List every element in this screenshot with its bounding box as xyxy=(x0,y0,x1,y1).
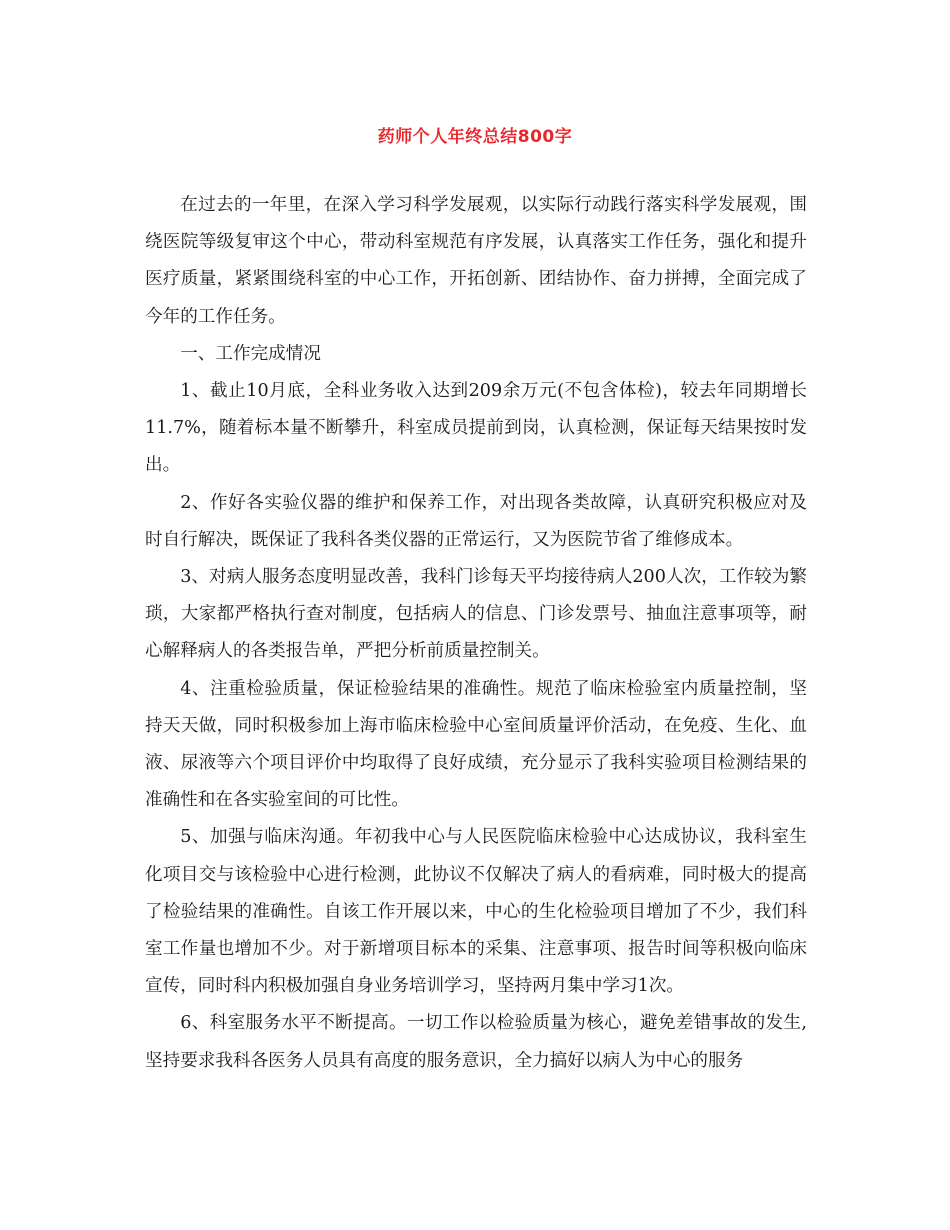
paragraph-item-1: 1、截止10月底，全科业务收入达到209余万元(不包含体检)，较去年同期增长11.7%，随着标本量不断攀升，科室成员提前到岗，认真检测，保证每天结果按时发出。 xyxy=(145,381,807,476)
paragraph-item-6: 6、科室服务水平不断提高。一切工作以检验质量为核心，避免差错事故的发生,坚持要求我科各医务人员具有高度的服务意识，全力搞好以病人为中心的服务 xyxy=(145,1013,807,1071)
paragraph-item-2: 2、作好各实验仪器的维护和保养工作，对出现各类故障，认真研究积极应对及时自行解决，既保证了我科各类仪器的正常运行，又为医院节省了维修成本。 xyxy=(145,492,807,550)
document-body xyxy=(145,187,807,1080)
paragraph-item-5: 5、加强与临床沟通。年初我中心与人民医院临床检验中心达成协议，我科室生化项目交与该检验中心进行检测，此协议不仅解决了病人的看病难，同时极大的提高了检验结果的准确性。自该工作开展以来，中心的生化检验项目增加了不少，我们科室工作量也增加不少。对于新增项目标本的采集、注意事项、报告时间等积极向临床宣传，同时科内积极加强自身业务培训学习，坚持两月集中学习1次。 xyxy=(145,827,807,997)
paragraph-item-3: 3、对病人服务态度明显改善，我科门诊每天平均接待病人200人次，工作较为繁琐，大家都严格执行查对制度，包括病人的信息、门诊发票号、抽血注意事项等，耐心解释病人的各类报告单，严把分析前质量控制关。 xyxy=(145,567,807,662)
paragraph-item-4: 4、注重检验质量，保证检验结果的准确性。规范了临床检验室内质量控制，坚持天天做，同时积极参加上海市临床检验中心室间质量评价活动，在免疫、生化、血液、尿液等六个项目评价中均取得了良好成绩，充分显示了我科实验项目检测结果的准确性和在各实验室间的可比性。 xyxy=(145,678,807,811)
section-heading: 一、工作完成情况 xyxy=(180,343,321,364)
document-title: 药师个人年终总结800字 xyxy=(377,127,573,147)
intro-paragraph: 在过去的一年里，在深入学习科学发展观，以实际行动践行落实科学发展观，围绕医院等级复审这个中心，带动科室规范有序发展，认真落实工作任务，强化和提升医疗质量，紧紧围绕科室的中心工作，开拓创新、团结协作、奋力拼搏，全面完成了今年的工作任务。 xyxy=(145,195,807,327)
